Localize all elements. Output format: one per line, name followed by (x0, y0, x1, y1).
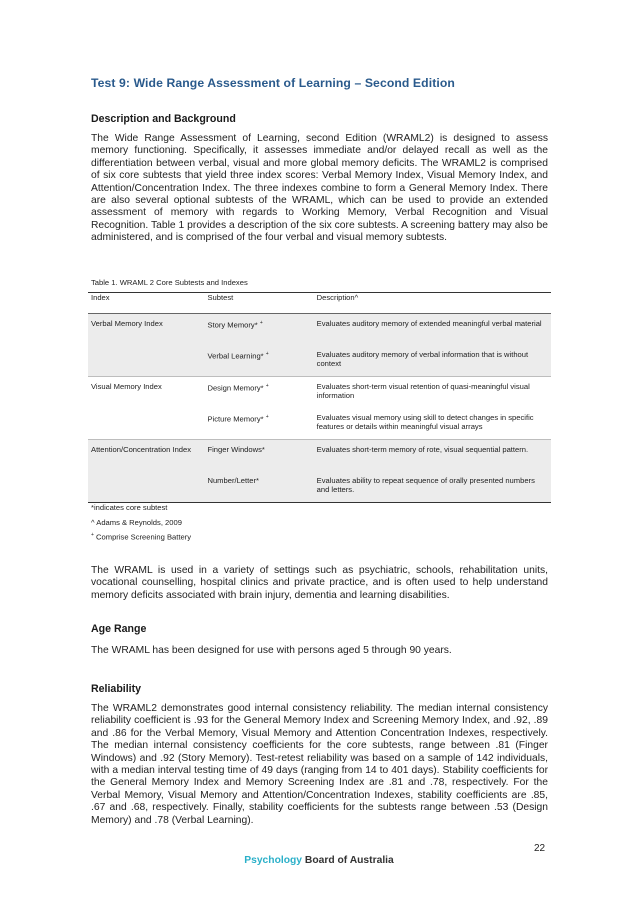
header-description: Description^ (317, 293, 551, 314)
screening-mark: + (259, 320, 263, 326)
subtest-name: Story Memory* (207, 320, 258, 330)
cell-subtest (207, 408, 316, 440)
cell-index: Verbal Memory Index (88, 314, 207, 346)
cell-subtest (207, 345, 316, 377)
table-note-core: *indicates core subtest (91, 503, 168, 512)
cell-index (88, 345, 207, 377)
screening-mark: + (91, 532, 94, 538)
header-subtest: Subtest (207, 293, 316, 314)
screening-mark: + (265, 351, 269, 357)
cell-description: Evaluates short-term visual retention of quasi-meaningful visual information (317, 377, 551, 409)
subtest-name: Verbal Learning* (207, 351, 264, 361)
cell-description: Evaluates visual memory using skill to detect changes in specific features or details within meaningful visual arrays (316, 413, 534, 432)
cell-subtest (207, 314, 316, 346)
description-heading: Description and Background (91, 113, 236, 125)
table-row (88, 408, 551, 440)
table-note-screening (91, 532, 191, 542)
cell-subtest (207, 377, 316, 409)
cell-index: Attention/Concentration Index (88, 440, 207, 472)
subtest-name: Design Memory* (207, 383, 264, 393)
note-text: Comprise Screening Battery (96, 532, 192, 542)
cell-description: Evaluates short-term memory of rote, visual sequential pattern. (317, 440, 551, 472)
footer-org: Board of Australia (302, 855, 394, 866)
age-range-heading: Age Range (91, 623, 147, 635)
screening-mark: + (265, 414, 269, 420)
footer-brand: Psychology (244, 855, 303, 866)
settings-paragraph: The WRAML is used in a variety of settings such as psychiatric, schools, rehabilitation units, vocational counselling, hospital clinics and private practice, and is often used to help understand memory deficits associated with brain injury, dementia and learning disabilities. (91, 565, 548, 601)
cell-description: Evaluates auditory memory of extended meaningful verbal material (317, 314, 551, 346)
screening-mark: + (265, 383, 269, 389)
cell-subtest: Number/Letter* (207, 471, 316, 503)
table-row (88, 314, 551, 346)
table-row (88, 471, 551, 503)
table-header-row (88, 293, 551, 314)
cell-index (88, 471, 207, 503)
cell-description: Evaluates ability to repeat sequence of orally presented numbers and letters. (317, 471, 551, 503)
reliability-paragraph: The WRAML2 demonstrates good internal consistency reliability. The median internal consistency reliability coefficient is .93 for the General Memory Index and Screening Memory Index, and .92, .89 and .86 for the Verbal Memory, Visual Memory and Attention Concentration Indexes, respectively. The median internal consistency coefficients for the core subtests, range between .81 (Finger Windows) and .92 (Story Memory). Test-retest reliability was based on a sample of 142 individuals, with a median interval testing time of 49 days (ranging from 14 to 401 days). Stability coefficients for the General Memory Index and Memory Screening Index are .81 and .78, respectively. For the Verbal Memory, Visual Memory and Attention/Concentration Indexes, stability coefficients are .85, .67 and .68, respectively. Finally, stability coefficients for the subtests range between .53 (Design Memory) and .78 (Verbal Learning). (91, 703, 548, 826)
page-title: Test 9: Wide Range Assessment of Learning – Second Edition (91, 76, 455, 90)
subtest-name: Picture Memory* (207, 414, 264, 424)
cell-description: Evaluates auditory memory of verbal information that is without context (317, 345, 551, 377)
cell-subtest: Finger Windows* (207, 440, 316, 472)
table-row (88, 377, 551, 409)
table-row (88, 440, 551, 472)
table-row (88, 345, 551, 377)
description-paragraph: The Wide Range Assessment of Learning, second Edition (WRAML2) is designed to assess memory functioning. Specifically, it assesses immediate and/or delayed recall as well as the differentiation between verbal, visual and more global memory deficits. The WRAML2 is comprised of six core subtests that yield three index scores: Verbal Memory Index, Visual Memory Index, and Attention/Concentration Index. The three indexes combine to form a General Memory Index. There are also several optional subtests of the WRAML, which can be used to provide an extended assessment of memory with regards to Working Memory, Verbal Recognition and Visual Recognition. Table 1 provides a description of the six core subtests. A screening battery may also be administered, and is comprised of the four verbal and visual memory subtests. (91, 133, 548, 244)
reliability-heading: Reliability (91, 683, 142, 695)
footer (0, 855, 638, 866)
subtests-table (88, 292, 551, 503)
age-range-paragraph: The WRAML has been designed for use with persons aged 5 through 90 years. (91, 645, 452, 656)
table-note-source: ^ Adams & Reynolds, 2009 (91, 518, 182, 527)
header-index: Index (88, 293, 207, 314)
table-caption: Table 1. WRAML 2 Core Subtests and Indexes (91, 278, 248, 287)
cell-index: Visual Memory Index (88, 377, 207, 409)
cell-index (88, 408, 207, 440)
page-number: 22 (534, 843, 546, 854)
